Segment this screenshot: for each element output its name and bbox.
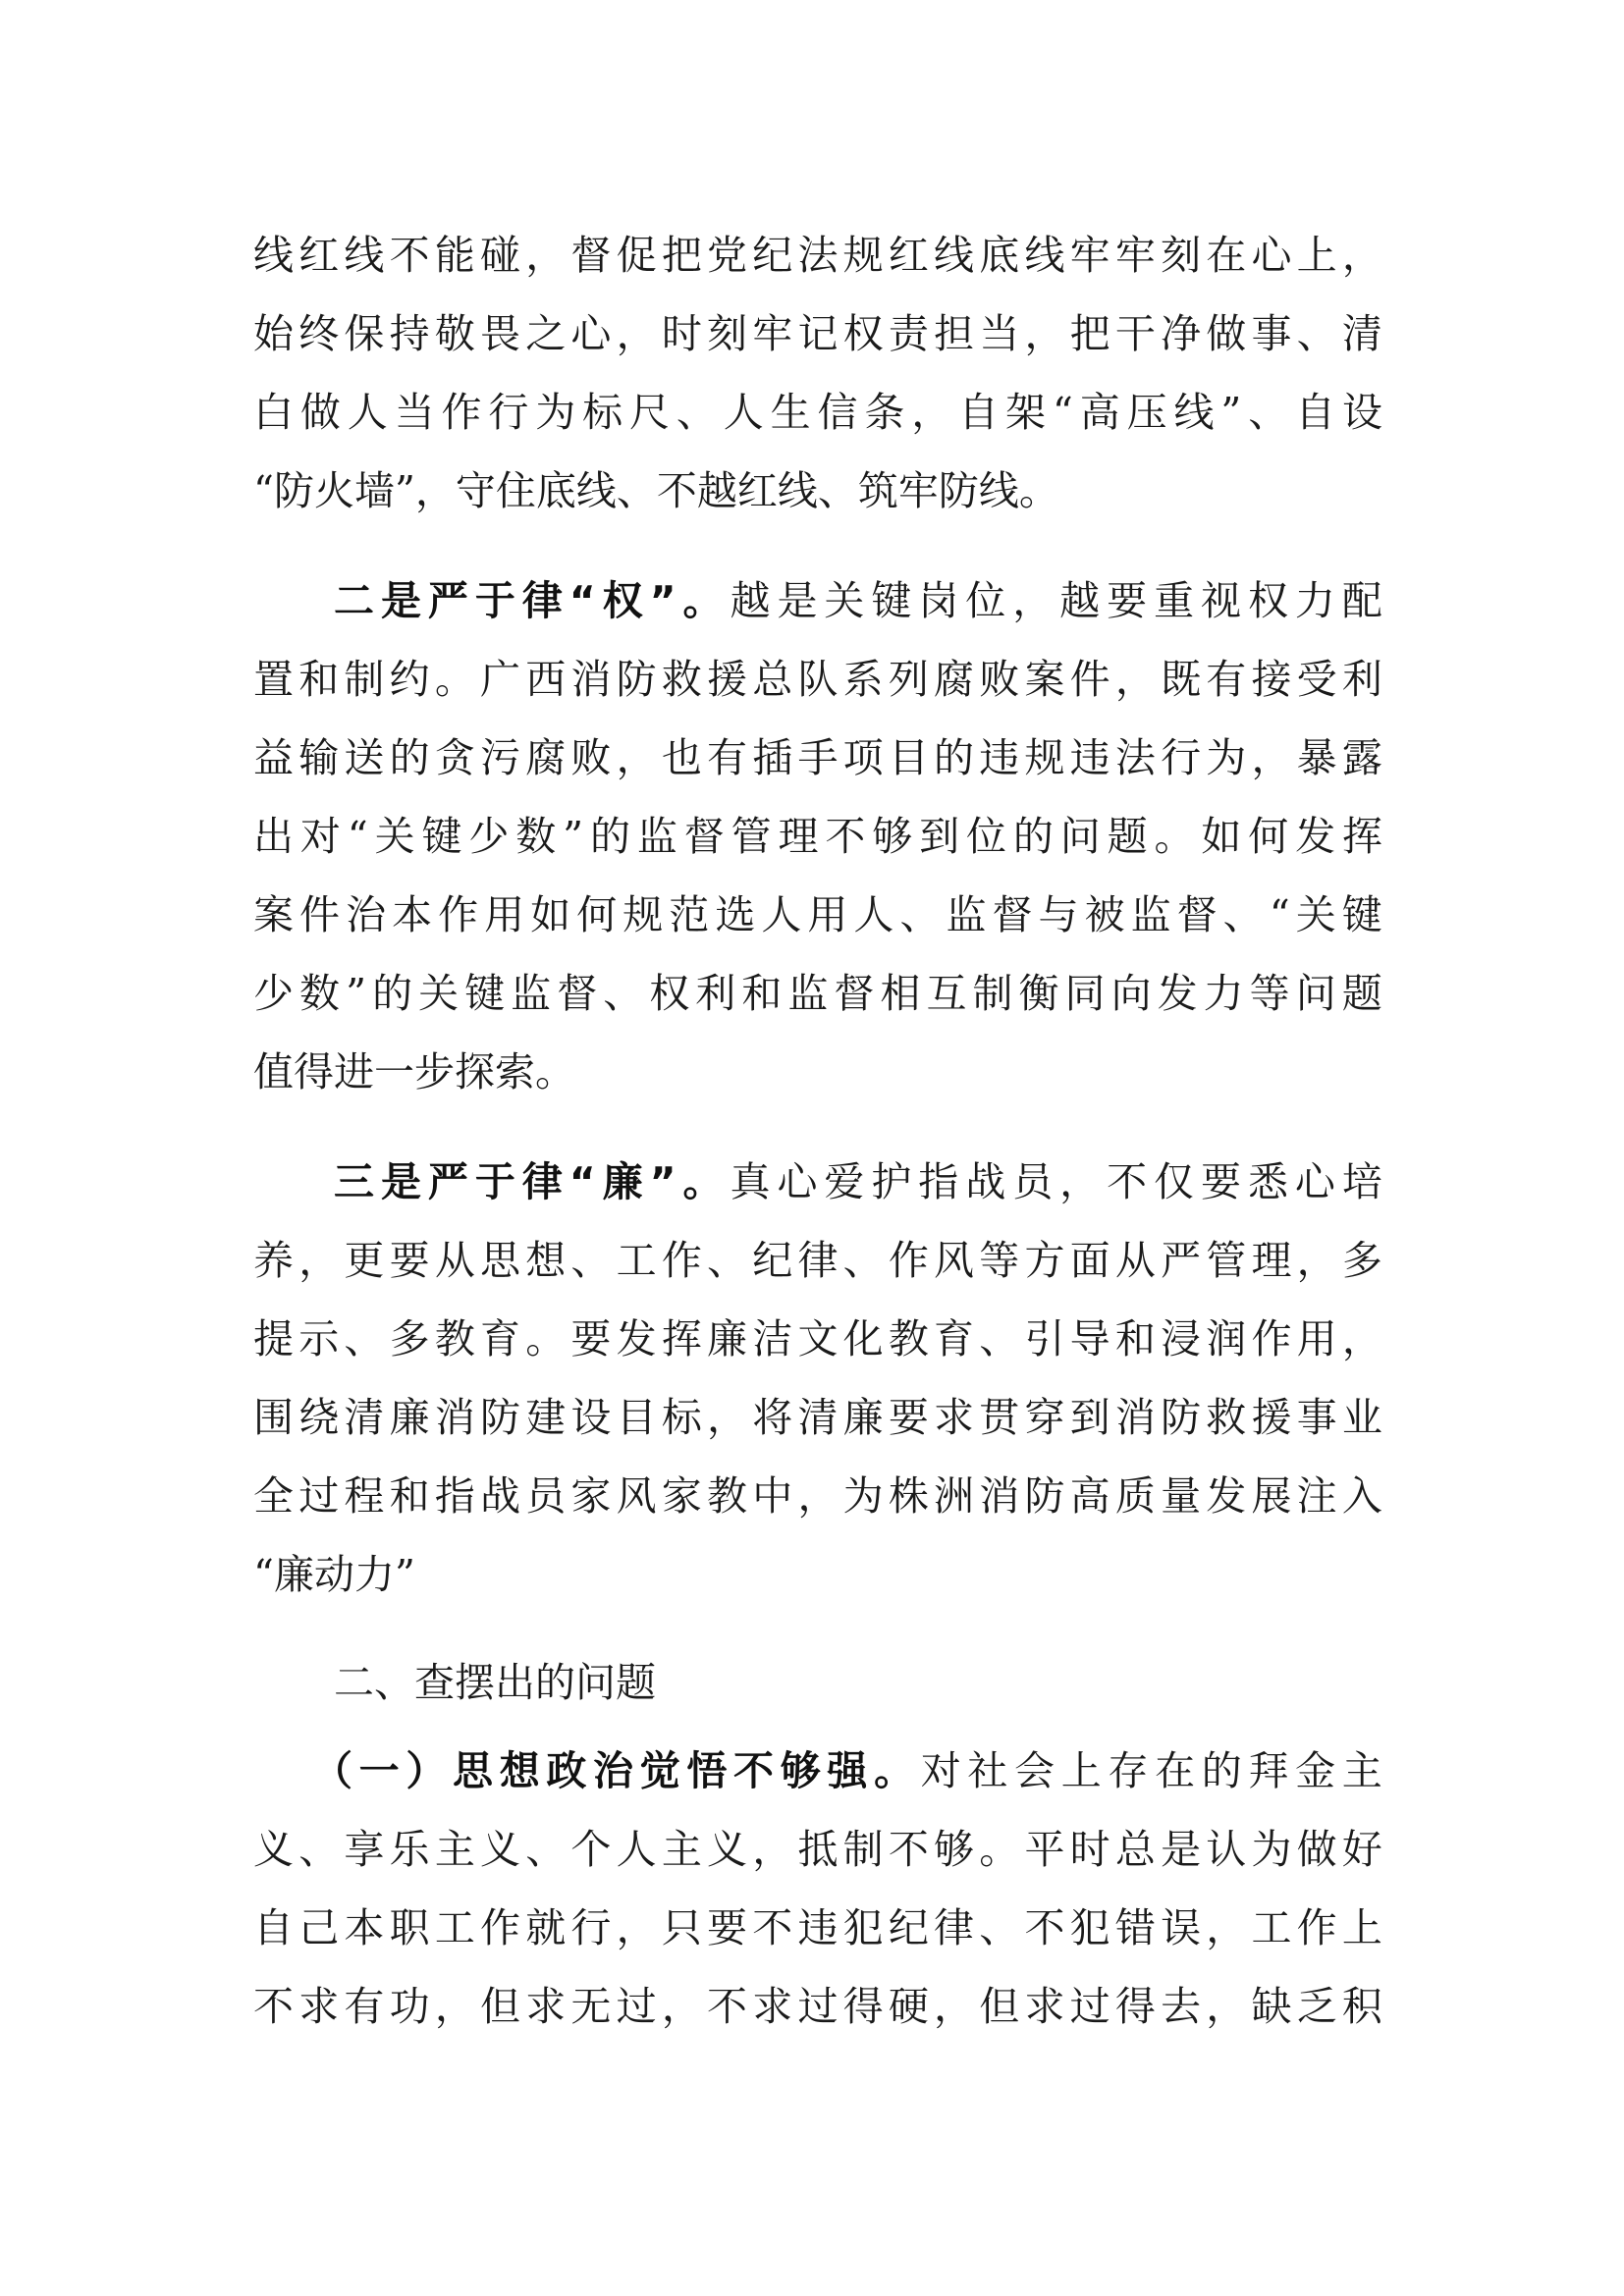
paragraph-line: “廉动力” [253, 1551, 415, 1598]
paragraph-line: 白 做 人 当 作 行 为 标 尺 、 人 生 信 条 ， 自 架 “ 高 压 线 ” 、 自 设 [253, 389, 1382, 436]
paragraph-line: 线 红 线 不 能 碰 ， 督 促 把 党 纪 法 规 红 线 底 线 牢 牢 刻 在 心 上 ， [253, 232, 1382, 279]
paragraph-line: 围 绕 清 廉 消 防 建 设 目 标 ， 将 清 廉 要 求 贯 穿 到 消 防 救 援 事 业 [253, 1394, 1382, 1441]
paragraph-first-line: 二 是 严 于 律 “ 权 ” 。 越 是 关 键 岗 位 ， 越 要 重 视 权 力 配 [334, 577, 1382, 624]
paragraph-line: 提 示 、 多 教 育 。 要 发 挥 廉 洁 文 化 教 育 、 引 导 和 浸 润 作 用 ， [253, 1315, 1382, 1362]
paragraph-first-line: （ 一 ） 思 想 政 治 觉 悟 不 够 强 。 对 社 会 上 存 在 的 拜 金 主 [312, 1747, 1382, 1794]
section-heading: 二、查摆出的问题 [334, 1659, 656, 1706]
paragraph-line: 不 求 有 功 ， 但 求 无 过 ， 不 求 过 得 硬 ， 但 求 过 得 去 ， 缺 乏 积 [253, 1983, 1382, 2030]
paragraph-line: 值得进一步探索。 [253, 1048, 575, 1095]
paragraph-line: 全 过 程 和 指 战 员 家 风 家 教 中 ， 为 株 洲 消 防 高 质 量 发 展 注 入 [253, 1472, 1382, 1520]
paragraph-line: “防火墙”，守住底线、不越红线、筑牢防线。 [253, 467, 1059, 514]
paragraph-line: 益 输 送 的 贪 污 腐 败 ， 也 有 插 手 项 目 的 违 规 违 法 行 为 ， 暴 露 [253, 734, 1382, 781]
paragraph-line: 养 ， 更 要 从 思 想 、 工 作 、 纪 律 、 作 风 等 方 面 从 严 管 理 ， 多 [253, 1237, 1382, 1284]
paragraph-line: 置 和 制 约 。 广 西 消 防 救 援 总 队 系 列 腐 败 案 件 ， 既 有 接 受 利 [253, 656, 1382, 703]
paragraph-line: 始 终 保 持 敬 畏 之 心 ， 时 刻 牢 记 权 责 担 当 ， 把 干 净 做 事 、 清 [253, 310, 1382, 357]
paragraph-first-line: 三 是 严 于 律 “ 廉 ” 。 真 心 爱 护 指 战 员 ， 不 仅 要 悉 心 培 [334, 1158, 1382, 1205]
paragraph-line: 义 、 享 乐 主 义 、 个 人 主 义 ， 抵 制 不 够 。 平 时 总 是 认 为 做 好 [253, 1826, 1382, 1873]
paragraph-line: 出 对 “ 关 键 少 数 ” 的 监 督 管 理 不 够 到 位 的 问 题 。 如 何 发 挥 [253, 813, 1382, 860]
paragraph-line: 自 己 本 职 工 作 就 行 ， 只 要 不 违 犯 纪 律 、 不 犯 错 误 ， 工 作 上 [253, 1904, 1382, 1951]
paragraph-line: 案 件 治 本 作 用 如 何 规 范 选 人 用 人 、 监 督 与 被 监 督 、 “ 关 键 [253, 891, 1382, 938]
paragraph-line: 少 数 ” 的 关 键 监 督 、 权 利 和 监 督 相 互 制 衡 同 向 发 力 等 问 题 [253, 970, 1382, 1017]
